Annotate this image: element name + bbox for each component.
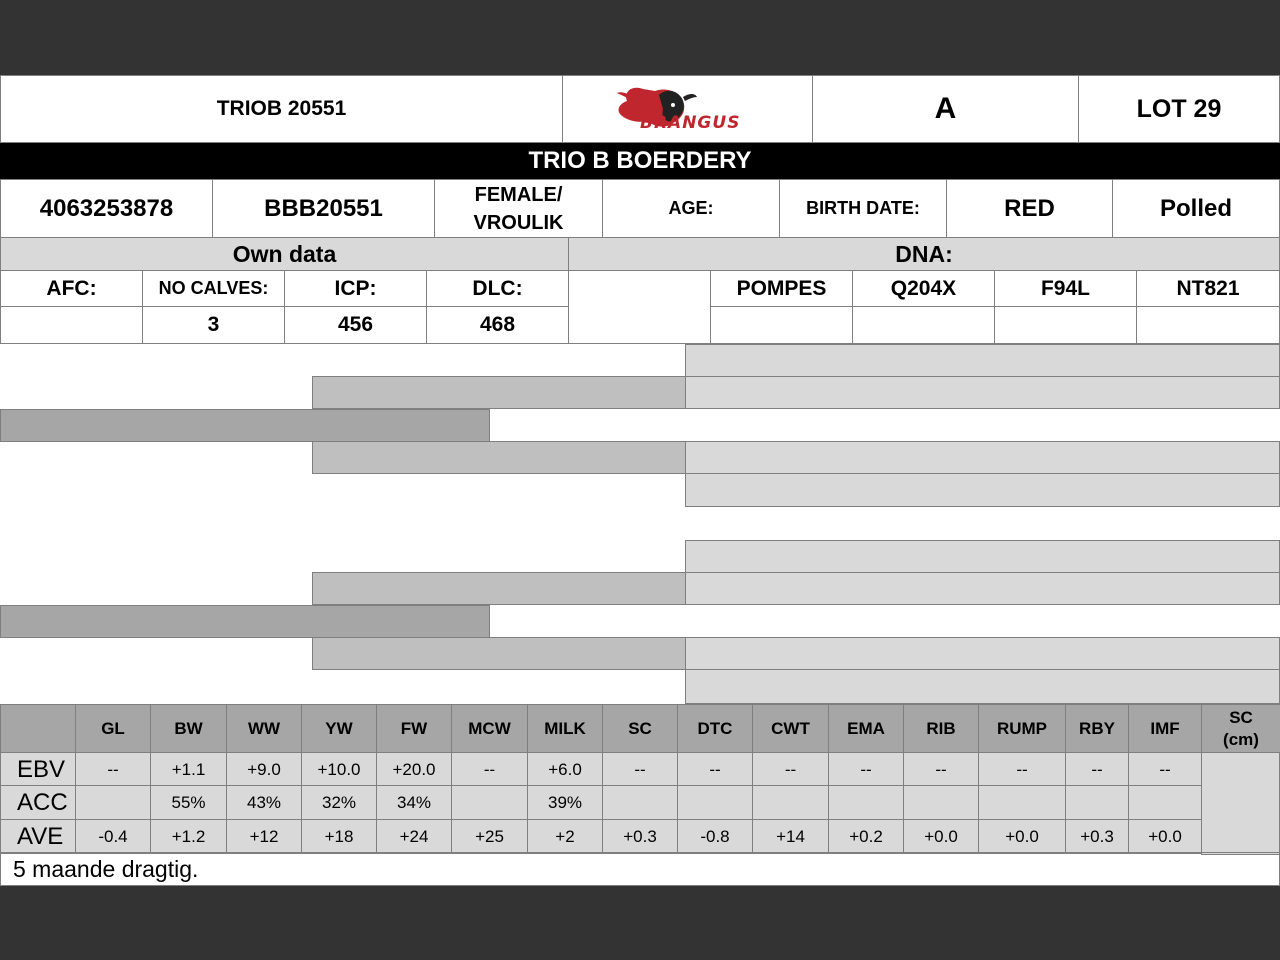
ebv-value-cell: 34% — [376, 785, 452, 820]
ebv-value-cell — [602, 785, 678, 820]
ebv-column-header: IMF — [1128, 704, 1202, 753]
pedigree-bar — [312, 376, 686, 409]
ebv-column-header: RIB — [903, 704, 979, 753]
age-cell — [602, 179, 780, 238]
ebv-column-header: RUMP — [978, 704, 1066, 753]
ebv-value-cell: +0.0 — [978, 819, 1066, 854]
pedigree-bar — [0, 605, 490, 638]
own-data-value: 3 — [142, 306, 285, 344]
pedigree-bar — [685, 669, 1280, 704]
ebv-sc-value-cell — [1201, 752, 1280, 855]
grade-cell — [812, 75, 1079, 143]
own-data-title-cell — [0, 237, 569, 271]
ebv-value-cell: +24 — [376, 819, 452, 854]
ebv-value-cell: +1.1 — [150, 752, 227, 787]
dna-header: POMPES — [710, 270, 853, 307]
animal-id-title — [0, 75, 563, 143]
birth-date-cell — [779, 179, 947, 238]
dna-value — [994, 306, 1137, 344]
dna-blank-cell — [568, 270, 711, 344]
ebv-value-cell: -- — [978, 752, 1066, 787]
age-label: AGE: — [668, 198, 714, 218]
dna-title-cell — [568, 237, 1280, 271]
ebv-value-cell: +0.3 — [602, 819, 678, 854]
pedigree-bar — [312, 572, 686, 605]
ebv-value-cell: +18 — [301, 819, 377, 854]
ebv-column-header: BW — [150, 704, 227, 753]
pedigree-bar — [0, 409, 490, 442]
note-row — [0, 852, 1280, 886]
ebv-value-cell: +0.3 — [1065, 819, 1129, 854]
pedigree-bar — [685, 344, 1280, 377]
breeder-name: TRIO B BOERDERY — [528, 147, 752, 174]
lot-number: LOT 29 — [1136, 94, 1222, 123]
animal-sheet — [0, 75, 1280, 886]
dna-header: NT821 — [1136, 270, 1280, 307]
ebv-value-cell: 43% — [226, 785, 302, 820]
own-data-value: 468 — [426, 306, 569, 344]
ebv-value-cell: +9.0 — [226, 752, 302, 787]
ebv-value-cell: -0.8 — [677, 819, 753, 854]
ebv-column-header: MCW — [451, 704, 528, 753]
animal-number-cell — [0, 179, 213, 238]
ebv-value-cell: +10.0 — [301, 752, 377, 787]
note-text: 5 maande dragtig. — [13, 855, 199, 882]
ebv-value-cell: -- — [602, 752, 678, 787]
ebv-column-header: RBY — [1065, 704, 1129, 753]
ebv-value-cell — [677, 785, 753, 820]
animal-number: 4063253878 — [39, 194, 174, 222]
ebv-value-cell — [828, 785, 904, 820]
ebv-column-header: GL — [75, 704, 151, 753]
horn-cell — [1112, 179, 1280, 238]
ebv-row-label: EBV — [0, 752, 76, 787]
ebv-value-cell: +2 — [527, 819, 603, 854]
dna-value — [710, 306, 853, 344]
birth-date-label: BIRTH DATE: — [806, 198, 920, 218]
colour-cell — [946, 179, 1113, 238]
dna-header: F94L — [994, 270, 1137, 307]
ebv-value-cell — [1065, 785, 1129, 820]
ebv-value-cell: -- — [1128, 752, 1202, 787]
ebv-column-header: WW — [226, 704, 302, 753]
dna-header: Q204X — [852, 270, 995, 307]
ebv-value-cell: 39% — [527, 785, 603, 820]
ebv-column-header: SC (cm) — [1201, 704, 1280, 753]
breeder-banner — [0, 143, 1280, 179]
ebv-value-cell: +0.0 — [903, 819, 979, 854]
brand-logo-text: BRANGUS — [640, 113, 741, 133]
ebv-corner-cell — [0, 704, 76, 753]
dna-value — [852, 306, 995, 344]
ebv-value-cell: +0.2 — [828, 819, 904, 854]
ebv-value-cell: +20.0 — [376, 752, 452, 787]
pedigree-bar — [685, 376, 1280, 409]
ebv-column-header: CWT — [752, 704, 829, 753]
ebv-value-cell — [752, 785, 829, 820]
pedigree-bar — [685, 441, 1280, 474]
ebv-row-label: AVE — [0, 819, 76, 854]
own-data-header: AFC: — [0, 270, 143, 307]
ebv-value-cell: -- — [828, 752, 904, 787]
animal-horn-status: Polled — [1159, 194, 1232, 222]
ebv-row-label: ACC — [0, 785, 76, 820]
ebv-value-cell: -- — [1065, 752, 1129, 787]
ebv-column-header: SC — [602, 704, 678, 753]
animal-colour: RED — [1004, 194, 1055, 222]
ebv-column-header: YW — [301, 704, 377, 753]
ebv-value-cell: +14 — [752, 819, 829, 854]
animal-id-title-text: TRIOB 20551 — [216, 97, 347, 120]
ebv-value-cell: -- — [752, 752, 829, 787]
dna-title: DNA: — [895, 240, 953, 267]
pedigree-bar — [685, 540, 1280, 573]
ebv-value-cell: -- — [451, 752, 528, 787]
ebv-value-cell: 55% — [150, 785, 227, 820]
ebv-value-cell: +12 — [226, 819, 302, 854]
animal-sex: FEMALE/ VROULIK — [473, 183, 564, 234]
animal-code: BBB20551 — [264, 194, 383, 222]
ebv-column-header: DTC — [677, 704, 753, 753]
ebv-column-header: EMA — [828, 704, 904, 753]
ebv-column-header: FW — [376, 704, 452, 753]
ebv-value-cell: +1.2 — [150, 819, 227, 854]
pedigree-bar — [312, 637, 686, 670]
ebv-value-cell: +0.0 — [1128, 819, 1202, 854]
dna-value — [1136, 306, 1280, 344]
ebv-value-cell: +25 — [451, 819, 528, 854]
ebv-value-cell — [451, 785, 528, 820]
own-data-value — [0, 306, 143, 344]
own-data-value: 456 — [284, 306, 427, 344]
ebv-value-cell: -- — [677, 752, 753, 787]
pedigree-bar — [685, 572, 1280, 605]
ebv-value-cell: 32% — [301, 785, 377, 820]
ebv-column-header: MILK — [527, 704, 603, 753]
animal-code-cell — [212, 179, 435, 238]
ebv-value-cell: +6.0 — [527, 752, 603, 787]
pedigree-bar — [685, 473, 1280, 507]
ebv-value-cell: -- — [903, 752, 979, 787]
grade-value: A — [934, 92, 957, 125]
ebv-value-cell — [903, 785, 979, 820]
own-data-header: DLC: — [426, 270, 569, 307]
sex-cell — [434, 179, 603, 238]
ebv-value-cell — [1128, 785, 1202, 820]
own-data-header: ICP: — [284, 270, 427, 307]
ebv-value-cell: -- — [75, 752, 151, 787]
ebv-value-cell — [75, 785, 151, 820]
lot-cell — [1078, 75, 1280, 143]
pedigree-bar — [312, 441, 686, 474]
pedigree-bar — [685, 637, 1280, 670]
own-data-title: Own data — [232, 240, 337, 267]
ebv-value-cell — [978, 785, 1066, 820]
ebv-value-cell: -0.4 — [75, 819, 151, 854]
own-data-header: NO CALVES: — [142, 270, 285, 307]
